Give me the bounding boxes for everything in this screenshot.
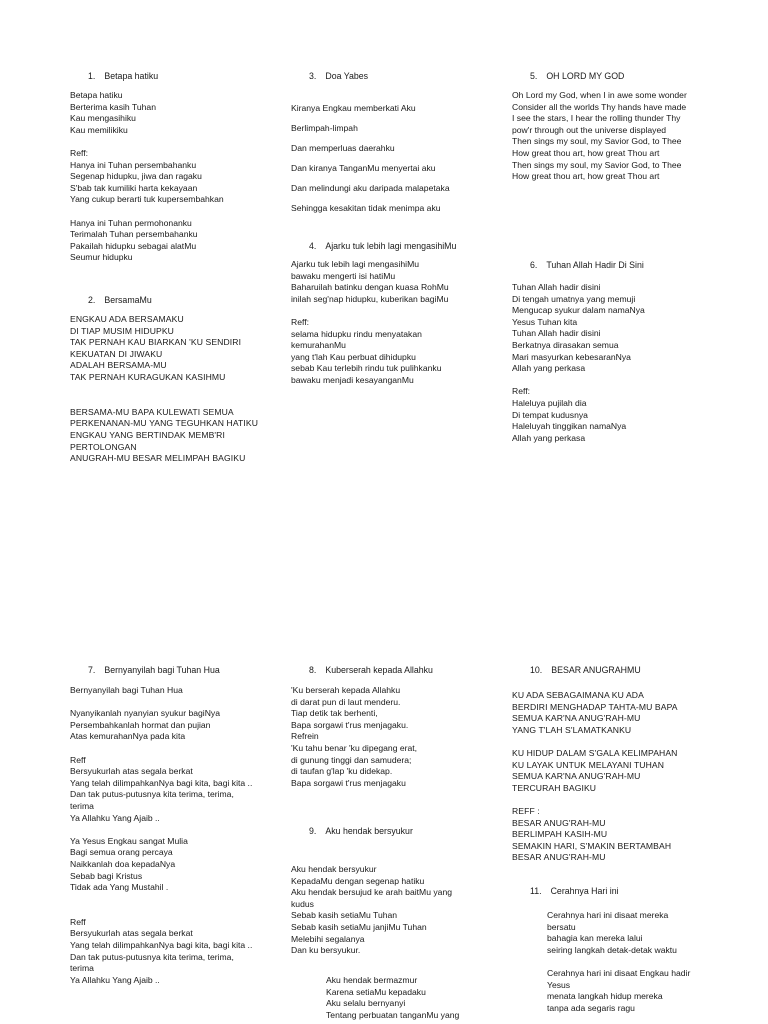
lyric-line: seiring langkah detak-detak waktu [547,944,677,955]
lyric-line: Segenap hidupku, jiwa dan ragaku [70,171,202,182]
lyric-line: Tiap detik tak berhenti, [291,708,378,719]
lyric-line: Tuhan Allah hadir disini [512,282,601,292]
song-number: 3. [309,71,317,81]
lyric-line: 'Ku tahu benar 'ku dipegang erat, [291,742,418,753]
lyric-line: Hanya ini Tuhan persembahanku [70,159,197,170]
song-title-8 [309,665,433,677]
lyric-line: Ajarku tuk lebih lagi mengasihiMu [291,259,420,269]
lyric-line: Oh Lord my God, when I in awe some wonder [512,90,687,100]
lyric-line: Dan tak putus-putusnya kita terima, terima, [70,951,234,962]
lyric-line [70,206,224,218]
lyric-line: yang t'lah Kau perbuat dihidupku [291,351,416,362]
lyric-line: Sebab bagi Kristus [70,870,143,881]
lyric-line: Tidak ada Yang Mustahil . [70,882,169,893]
lyric-line: Aku selalu bernyanyi [326,998,406,1009]
lyric-line: Cerahnya hari ini disaat mereka [547,910,669,920]
lyric-line: Reff: [291,316,309,327]
lyric-line: terima [70,800,94,811]
song-title-text: Kuberserah kepada Allahku [325,665,433,675]
song-title-text: Cerahnya Hari ini [550,886,619,896]
lyric-line: Then sings my soul, my Savior God, to Thee [512,136,682,147]
lyric-line: TERCURAH BAGIKU [512,782,597,793]
song-title-3 [309,71,368,83]
song-lyrics-7 [70,685,252,986]
lyric-line: KepadaMu dengan segenap hatiku [291,875,425,886]
lyric-line: Allah yang perkasa [512,363,586,374]
lyric-line: Reff: [70,147,88,158]
song-number: 8. [309,665,317,675]
lyric-line: BERSAMA-MU BAPA KULEWATI SEMUA [70,406,234,417]
song-title-text: Betapa hatiku [104,71,159,81]
song-title-2 [88,295,152,307]
lyric-line: Mari masyurkan kebesaranNya [512,351,631,362]
song-lyrics-9 [291,864,452,957]
lyric-line: Di tempat kudusnya [512,409,588,420]
lyric-line: Yang telah dilimpahkanNya bagi kita, bagi kita .. [70,940,253,951]
lyric-line: Terimalah Tuhan persembahanku [70,229,198,240]
lyric-line: TAK PERNAH KAU BIARKAN 'KU SENDIRI [70,337,242,348]
lyric-line: sebab Kau terlebih rindu tuk pulihkanku [291,363,442,374]
lyric-line: Yesus [547,979,571,990]
song-number: 6. [530,260,538,270]
lyric-line: menata langkah hidup mereka [547,991,663,1002]
song-lyrics-4 [291,259,449,387]
song-title-1 [88,71,158,83]
song-lyrics-6 [512,282,645,444]
song-title-10 [530,665,641,677]
lyric-line: Persembahkanlah hormat dan pujian [70,719,211,730]
lyric-line: Mengucap syukur dalam namaNya [512,305,645,316]
lyric-line: Yang cukup berarti tuk kupersembahkan [70,194,224,205]
lyric-line: Aku hendak bersyukur [291,864,377,874]
song-lyrics-11 [547,910,690,1014]
lyric-line: ANUGRAH-MU BESAR MELIMPAH BAGIKU [70,453,246,464]
lyric-line [70,697,252,709]
lyric-line: SEMUA KAR'NA ANUG'RAH-MU [512,771,641,782]
lyric-line: tanpa ada segaris ragu [547,1002,635,1013]
lyric-line: terima [70,963,94,974]
lyric-line [70,384,258,396]
lyric-line: Dan kiranya TanganMu menyertai aku [291,163,436,173]
song-lyrics-10 [512,690,678,864]
lyric-line: KU ADA SEBAGAIMANA KU ADA [512,690,644,700]
lyric-line: Yang telah dilimpahkanNya bagi kita, bagi kita .. [70,777,253,788]
lyric-line: Bersyukurlah atas segala berkat [70,928,193,939]
song-title-text: Bernyanyilah bagi Tuhan Hua [104,665,220,675]
lyric-line [547,956,690,968]
lyric-line [70,905,252,917]
lyric-line: di gunung tinggi dan samudera; [291,754,412,765]
lyric-line: TAK PERNAH KURAGUKAN KASIHMU [70,371,226,382]
song-number: 10. [530,665,543,675]
lyric-line: Sebab kasih setiaMu Tuhan [291,910,398,921]
song-title-9 [309,826,413,838]
song-title-7 [88,665,220,677]
song-title-11 [530,886,619,898]
lyric-line: BESAR ANUG'RAH-MU [512,852,606,863]
lyric-line: Berterima kasih Tuhan [70,101,156,112]
lyric-line: Kau memilikiku [70,124,128,135]
lyric-line: Kiranya Engkau memberkati Aku [291,103,416,113]
lyric-line: Kau mengasihiku [70,113,136,124]
lyric-line: Haleluyah tinggikan namaNya [512,421,627,432]
lyric-line: Allah yang perkasa [512,432,586,443]
lyric-line: BERDIRI MENGHADAP TAHTA-MU BAPA [512,701,678,712]
lyric-line: Tuhan Allah hadir disini [512,328,601,339]
lyric-line [291,305,449,317]
song-lyrics-1 [70,90,224,264]
lyric-line [512,736,678,748]
lyric-line: How great thou art, how great Thou art [512,171,660,182]
song-number: 1. [88,71,96,81]
lyric-line: kudus [291,898,314,909]
song-title-text: Doa Yabes [325,71,369,81]
song-title-text: Ajarku tuk lebih lagi mengasihiMu [325,241,457,251]
lyric-line [70,894,252,906]
lyric-line: Consider all the worlds Thy hands have made [512,101,687,112]
lyric-line: Haleluya pujilah dia [512,397,587,408]
lyric-line: Hanya ini Tuhan permohonanku [70,217,192,228]
lyric-line: Then sings my soul, my Savior God, to Thee [512,159,682,170]
lyric-line: Betapa hatiku [70,90,123,100]
lyric-line: di taufan g'lap 'ku didekap. [291,766,393,777]
lyric-line: Melebihi segalanya [291,933,365,944]
lyric-line: 'Ku berserah kepada Allahku [291,685,401,695]
lyric-line [70,395,258,407]
lyric-line [512,794,678,806]
lyric-line: di darat pun di laut menderu. [291,696,401,707]
lyric-line: Karena setiaMu kepadaku [326,986,426,997]
lyric-line [70,824,252,836]
lyric-line: ADALAH BERSAMA-MU [70,360,167,371]
lyric-line: S'bab tak kumiliki harta kekayaan [70,182,198,193]
lyric-line: Ya Allahku Yang Ajaib .. [70,812,160,823]
song-number: 2. [88,295,96,305]
lyric-line: Reff [70,754,86,765]
lyric-line: Reff [70,916,86,927]
lyric-line: Dan melindungi aku daripada malapetaka [291,183,450,193]
lyric-line: Bagi semua orang percaya [70,847,173,858]
song-title-4 [309,241,456,253]
lyric-line: Atas kemurahanNya pada kita [70,731,186,742]
lyric-line: pow'r through out the universe displayed [512,124,667,135]
lyric-line: bawaku mengerti isi hatiMu [291,270,396,281]
song-title-5 [530,71,624,83]
song-title-text: OH LORD MY GOD [546,71,625,81]
lyric-line: BESAR ANUG'RAH-MU [512,817,606,828]
lyric-line: Bersyukurlah atas segala berkat [70,766,193,777]
song-title-text: BersamaMu [104,295,152,305]
lyric-line: Refrein [291,731,319,742]
lyric-line: kemurahanMu [291,340,346,351]
song-number: 7. [88,665,96,675]
lyric-line: Nyanyikanlah nyanyian syukur bagiNya [70,708,220,719]
lyric-line: YANG T'LAH S'LAMATKANKU [512,724,632,735]
lyric-line [70,136,224,148]
lyric-line: ENGKAU YANG BERTINDAK MEMB'RI [70,429,225,440]
song-title-text: Aku hendak bersyukur [325,826,413,836]
song-title-text: BESAR ANUGRAHMU [551,665,641,675]
song-lyrics-2 [70,314,258,465]
lyric-line: Dan tak putus-putusnya kita terima, terima, [70,789,234,800]
lyric-line: Yesus Tuhan kita [512,316,578,327]
lyric-line: bersatu [547,921,576,932]
lyric-line: Naikkanlah doa kepadaNya [70,858,176,869]
song-number: 5. [530,71,538,81]
song-number: 9. [309,826,317,836]
lyric-line: Berlimpah-limpah [291,123,358,133]
lyric-line: Cerahnya hari ini disaat Engkau hadir [547,967,691,978]
song-number: 11. [530,886,542,896]
lyric-line: Di tengah umatnya yang memuji [512,293,636,304]
song-title-6 [530,260,644,272]
lyric-line: Bapa sorgawi t'rus menjagaku. [291,719,409,730]
lyric-line: KEKUATAN DI JIWAKU [70,348,163,359]
song-lyrics-5 [512,90,687,183]
lyric-line: Tentang perbuatan tanganMu yang [326,1009,460,1020]
lyric-line: BERLIMPAH KASIH-MU [512,829,608,840]
lyric-line: Reff: [512,386,530,397]
lyric-line: ENGKAU ADA BERSAMAKU [70,314,184,324]
lyric-line: Aku hendak bermazmur [326,975,418,985]
song-title-text: Tuhan Allah Hadir Di Sini [546,260,644,270]
lyric-line: Aku hendak bersujud ke arah baitMu yang [291,887,452,898]
lyric-line: Baharuilah batinku dengan kuasa RohMu [291,282,449,293]
lyric-line [70,743,252,755]
lyric-line: Bernyanyilah bagi Tuhan Hua [70,685,183,695]
lyric-line: PERKENANAN-MU YANG TEGUHKAN HATIKU [70,418,259,429]
lyric-line: Bapa sorgawi t'rus menjagaku [291,777,406,788]
song-lyrics-9-continued [326,975,459,1021]
lyric-line: Seumur hidupku [70,252,133,263]
lyric-line: DI TIAP MUSIM HIDUPKU [70,325,174,336]
lyric-line: SEMAKIN HARI, S'MAKIN BERTAMBAH [512,840,672,851]
lyric-line: Dan memperluas daerahku [291,143,395,153]
lyric-line: Ya Allahku Yang Ajaib .. [70,974,160,985]
lyric-line: Sebab kasih setiaMu janjiMu Tuhan [291,921,427,932]
lyric-line: selama hidupku rindu menyatakan [291,328,422,339]
lyric-line: Sehingga kesakitan tidak menimpa aku [291,203,441,213]
lyric-line: REFF : [512,805,540,816]
lyric-line: KU HIDUP DALAM S'GALA KELIMPAHAN [512,747,678,758]
lyric-line: How great thou art, how great Thou art [512,147,660,158]
lyric-line: bahagia kan mereka lalui [547,933,643,944]
lyric-line: inilah seg'nap hidupku, kuberikan bagiMu [291,293,449,304]
lyric-line [512,375,645,387]
lyric-line: Dan ku bersyukur. [291,945,361,956]
lyric-line: bawaku menjadi kesayanganMu [291,374,414,385]
song-lyrics-3 [291,103,450,223]
lyric-line: KU LAYAK UNTUK MELAYANI TUHAN [512,759,665,770]
song-number: 4. [309,241,317,251]
lyric-line: Pakailah hidupku sebagai alatMu [70,240,197,251]
lyric-line: Berkatnya dirasakan semua [512,339,619,350]
lyric-line: SEMUA KAR'NA ANUG'RAH-MU [512,713,641,724]
lyric-line: Ya Yesus Engkau sangat Mulia [70,835,188,846]
lyric-line: I see the stars, I hear the rolling thunder Thy [512,113,681,124]
song-lyrics-8 [291,685,417,789]
lyric-line: PERTOLONGAN [70,441,137,452]
